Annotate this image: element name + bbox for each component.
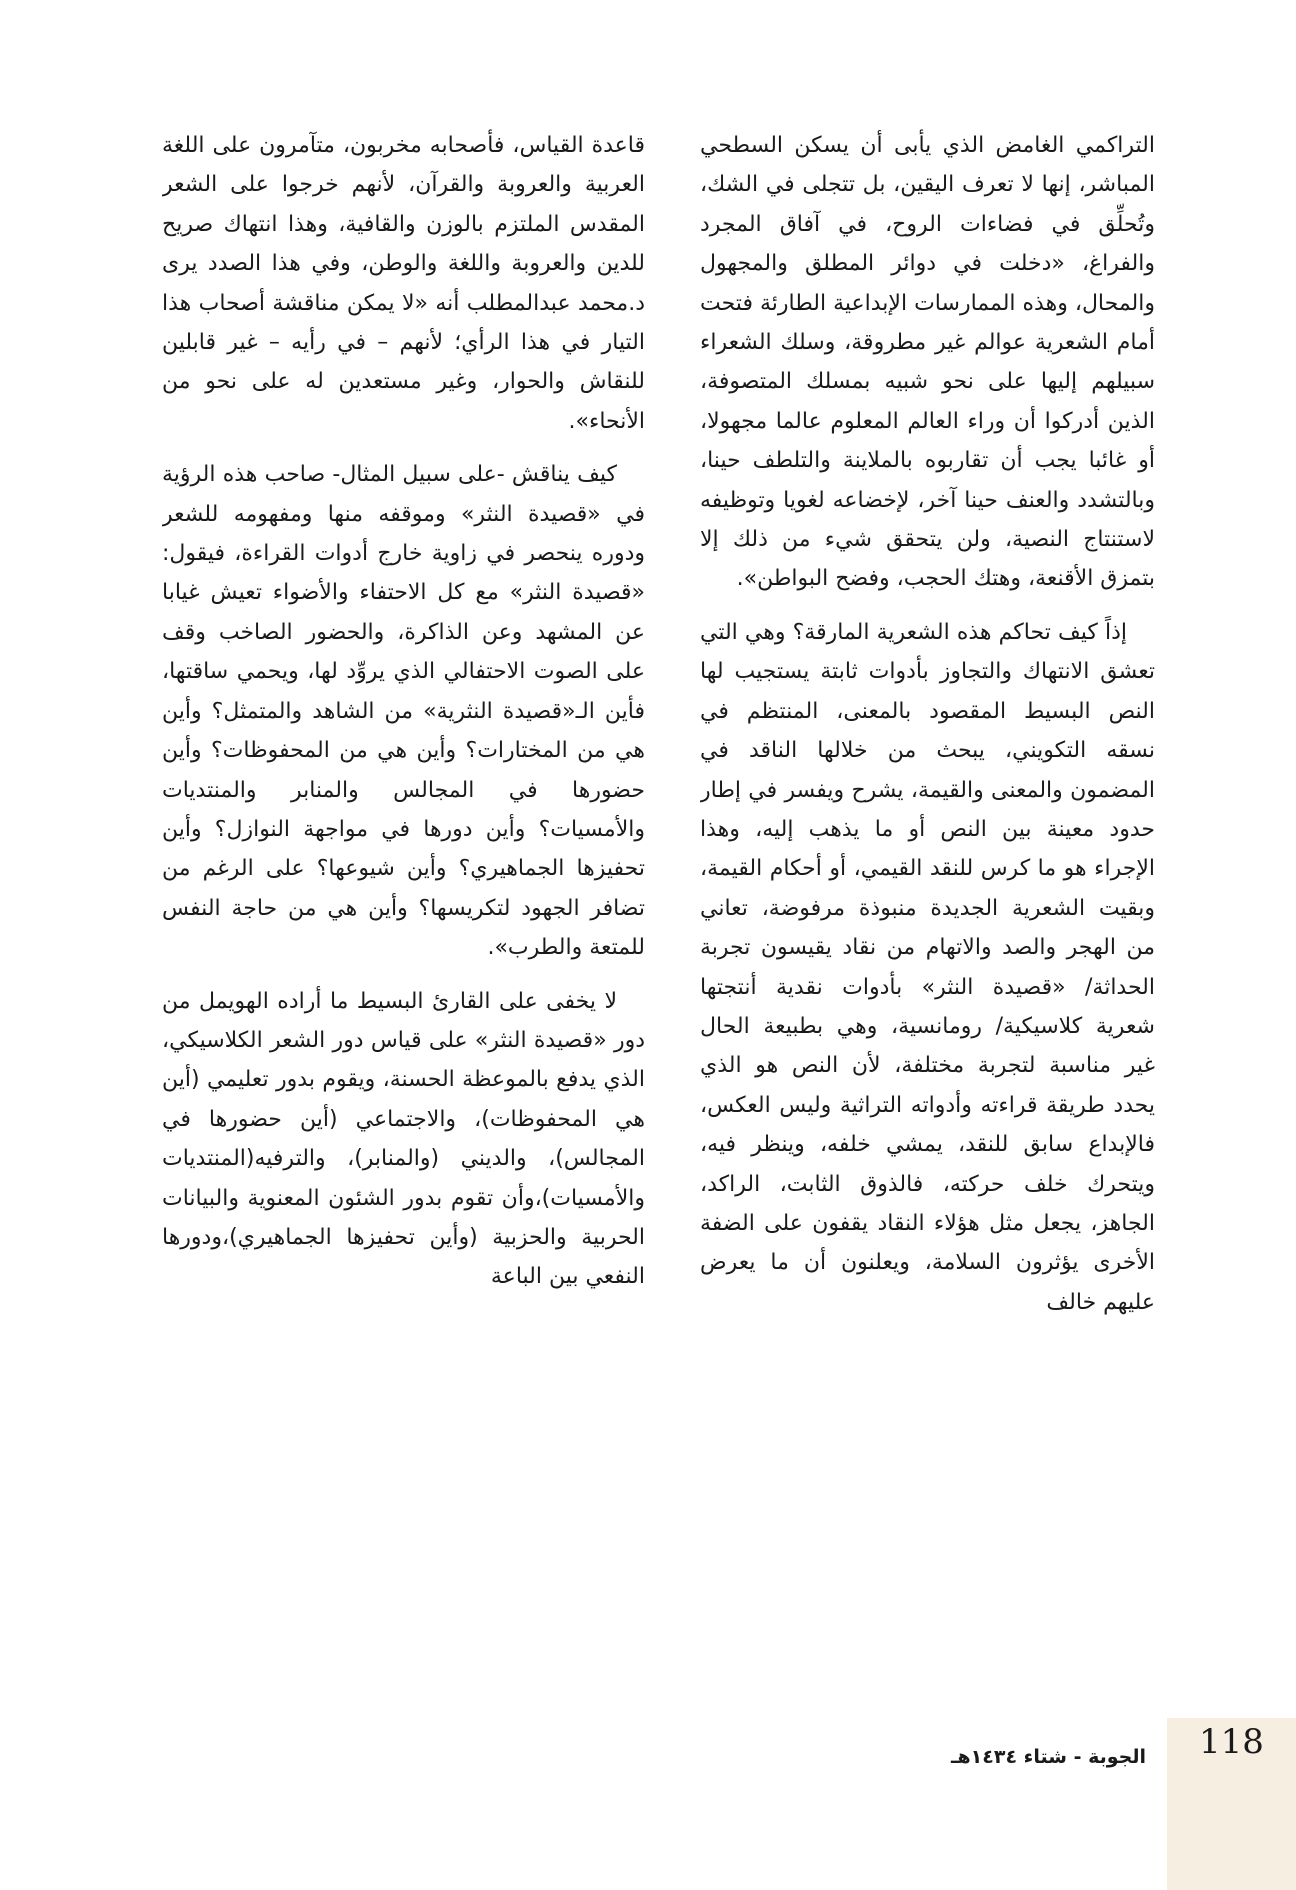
right-paragraph-1: التراكمي الغامض الذي يأبى أن يسكن السطحي المباشر، إنها لا تعرف اليقين، بل تتجلى في الشك، وتُحلِّق في فضاءات الروح، في آفاق المجرد والفراغ، «دخلت في دوائر المطلق والمجهول والمحال، وهذه الممارسات الإبداعية الطارئة فتحت أمام الشعرية عوالم غير مطروقة، وسلك الشعراء سبيلهم إليها على نحو شبيه بمسلك المتصوفة، الذين أدركوا أن وراء العالم المعلوم عالما مجهولا، أو غائبا يجب أن تقاربوه بالملاينة والتلطف حينا، وبالتشدد والعنف حينا آخر، لإخضاعه لغويا وتوظيفه لاستنتاج النصية، ولن يتحقق شيء من ذلك إلا بتمزق الأقنعة، وهتك الحجب، وفضح البواطن». xyxy=(700,133,1155,592)
page-number: 118 xyxy=(1199,1722,1264,1762)
left-column xyxy=(162,126,645,1706)
right-column xyxy=(700,126,1155,1706)
publication-footer: الجوبة - شتاء ١٤٣٤هـ xyxy=(951,1746,1146,1768)
left-paragraph-3: لا يخفى على القارئ البسيط ما أراده الهويمل من دور «قصيدة النثر» على قياس دور الشعر الكلاسيكي، الذي يدفع بالموعظة الحسنة، ويقوم بدور تعليمي (أين هي المحفوظات)، والاجتماعي (أين حضورها في المجالس)، والديني (والمنابر)، والترفيه(المنتديات والأمسيات)،وأن تقوم بدور الشئون المعنوية والبيانات الحربية والحزبية (وأين تحفيزها الجماهيري)،ودورها النفعي بين الباعة xyxy=(162,988,645,1290)
right-paragraph-2: إذاً كيف تحاكم هذه الشعرية المارقة؟ وهي التي تعشق الانتهاك والتجاوز بأدوات ثابتة يستجيب لها النص البسيط المقصود بالمعنى، المنتظم في نسقه التكويني، يبحث من خلالها الناقد في المضمون والمعنى والقيمة، يشرح ويفسر في إطار حدود معينة بين النص أو ما يذهب إليه، وهذا الإجراء هو ما كرس للنقد القيمي، أو أحكام القيمة، وبقيت الشعرية الجديدة منبوذة مرفوضة، تعاني من الهجر والصد والاتهام من نقاد يقيسون تجربة الحداثة/ «قصيدة النثر» بأدوات نقدية أنتجتها شعرية كلاسيكية/ رومانسية، وهي بطبيعة الحال غير مناسبة لتجربة مختلفة، لأن النص هو الذي يحدد طريقة قراءته وأدواته التراثية وليس العكس، فالإبداع سابق للنقد، يمشي خلفه، وينظر فيه، ويتحرك خلف حركته، فالذوق الثابت، الراكد، الجاهز، يجعل مثل هؤلاء النقاد يقفون على الضفة الأخرى يؤثرون السلامة، ويعلنون أن ما يعرض عليهم خالف xyxy=(700,619,1155,1315)
left-paragraph-1: قاعدة القياس، فأصحابه مخربون، متآمرون على اللغة العربية والعروبة والقرآن، لأنهم خرجوا على الشعر المقدس الملتزم بالوزن والقافية، وهذا انتهاك صريح للدين والعروبة واللغة والوطن، وفي هذا الصدد يرى د.محمد عبدالمطلب أنه «لا يمكن مناقشة أصحاب هذا التيار في هذا الرأي؛ لأنهم – في رأيه – غير قابلين للنقاش والحوار، وغير مستعدين له على نحو من الأنحاء». xyxy=(162,133,645,434)
left-paragraph-2: كيف يناقش -على سبيل المثال- صاحب هذه الرؤية في «قصيدة النثر» وموقفه منها ومفهومه للشعر ودوره ينحصر في زاوية خارج أدوات القراءة، فيقول: «قصيدة النثر» مع كل الاحتفاء والأضواء تعيش غيابا عن المشهد وعن الذاكرة، والحضور الصاخب وقف على الصوت الاحتفالي الذي يروِّد لها، ويحمي ساقتها، فأين الـ«قصيدة النثرية» من الشاهد والمتمثل؟ وأين هي من المختارات؟ وأين هي من المحفوظات؟ وأين حضورها في المجالس والمنابر والمنتديات والأمسيات؟ وأين دورها في مواجهة النوازل؟ وأين تحفيزها الجماهيري؟ وأين شيوعها؟ على الرغم من تضافر الجهود لتكريسها؟ وأين هي من حاجة النفس للمتعة والطرب». xyxy=(162,462,645,961)
